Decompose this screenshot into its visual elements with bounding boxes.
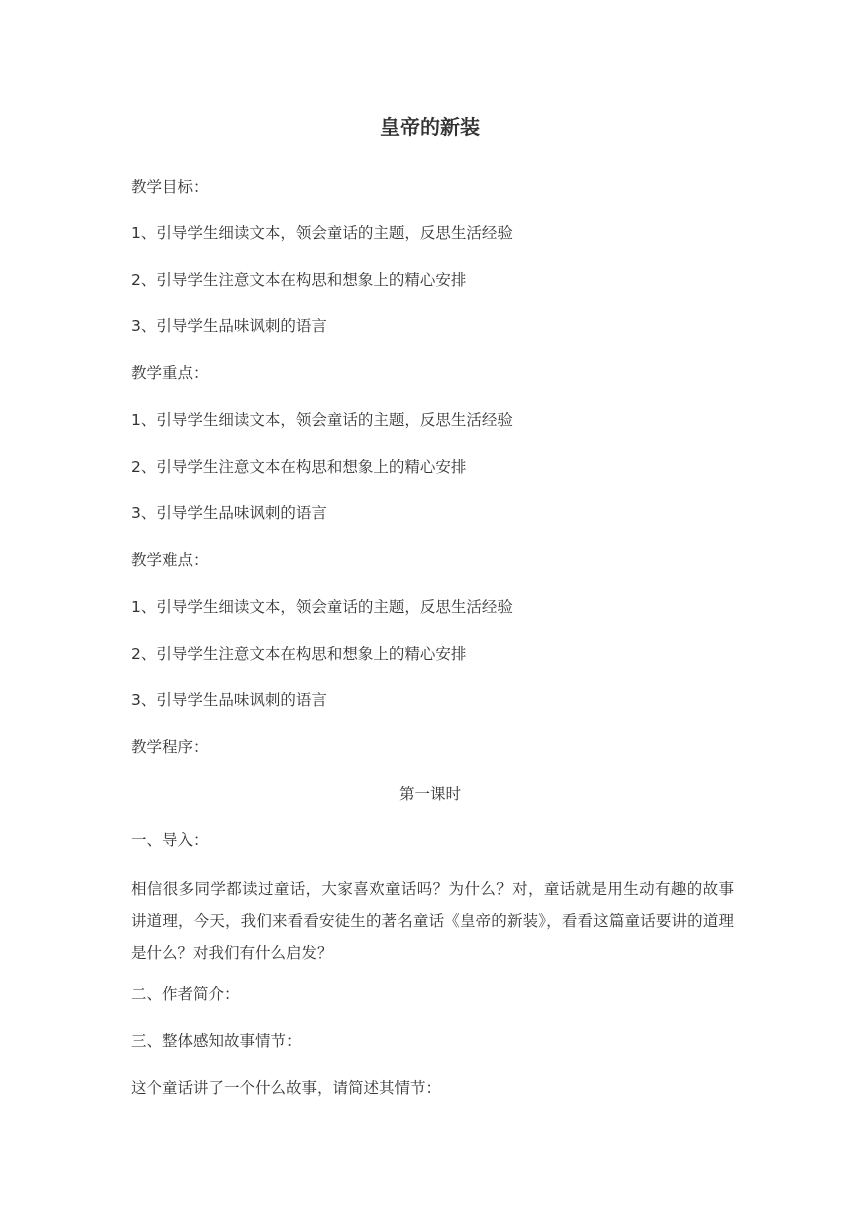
lesson-label: 第一课时 [398,785,461,803]
document-title: 皇帝的新装 [380,115,480,139]
key-point-item-1: 1、引导学生细读文本，领会童话的主题，反思生活经验 [131,411,513,429]
difficulty-item-2: 2、引导学生注意文本在构思和想象上的精心安排 [131,645,467,663]
difficulty-item-1: 1、引导学生细读文本，领会童话的主题，反思生活经验 [131,598,513,616]
key-point-item-2: 2、引导学生注意文本在构思和想象上的精心安排 [131,458,467,476]
goal-item-3: 3、引导学生品味讽刺的语言 [131,317,327,335]
author-heading: 二、作者简介： [131,985,240,1003]
key-point-item-3: 3、引导学生品味讽刺的语言 [131,504,327,522]
perception-question: 这个童话讲了一个什么故事，请简述其情节： [131,1079,442,1097]
intro-paragraph: 相信很多同学都读过童话，大家喜欢童话吗？为什么？对，童话就是用生动有趣的故事讲道理，今天，我们来看看安徒生的著名童话《皇帝的新装》，看看这篇童话要讲的道理是什么？对我们有什么启发？ [131,880,734,962]
perception-heading: 三、整体感知故事情节： [131,1032,302,1050]
difficulty-item-3: 3、引导学生品味讽刺的语言 [131,691,327,709]
goal-item-1: 1、引导学生细读文本，领会童话的主题，反思生活经验 [131,224,513,242]
intro-heading: 一、导入： [131,831,209,849]
key-points-heading: 教学重点： [131,364,209,382]
goals-heading: 教学目标： [131,178,209,196]
goal-item-2: 2、引导学生注意文本在构思和想象上的精心安排 [131,271,467,289]
procedure-heading: 教学程序： [131,738,209,756]
difficulties-heading: 教学难点： [131,551,209,569]
